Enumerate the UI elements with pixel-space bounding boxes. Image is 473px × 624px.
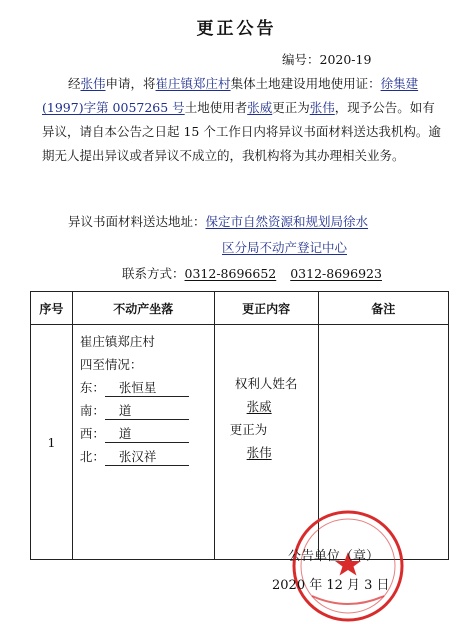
boundary-west [80, 422, 213, 445]
change-to: 更正为 [229, 422, 268, 437]
west-label: 西： [79, 426, 105, 441]
official-seal [290, 508, 406, 624]
text-fragment: 更正为 [272, 100, 310, 115]
north-value: 张汉祥 [105, 449, 189, 466]
document-number: 编号：2020-19 [282, 52, 372, 67]
location-cell [72, 325, 214, 560]
change-old-name: 张威 [246, 399, 272, 414]
row-index: 1 [31, 325, 73, 560]
east-value: 张恒星 [105, 380, 189, 397]
south-label: 南： [79, 403, 105, 418]
issue-date: 2020 年 12 月 3 日 [272, 578, 390, 593]
change-label: 权利人姓名 [234, 376, 298, 391]
seal-arc [312, 596, 384, 604]
east-label: 东： [79, 380, 105, 395]
change-new-row [216, 441, 317, 464]
address-line-1: 保定市自然资源和规划局徐水 [205, 214, 369, 229]
address-line-2: 区分局不动产登记中心 [222, 240, 348, 255]
page-title: 更正公告 [196, 19, 277, 39]
text-fragment: ， [334, 100, 348, 115]
notice-body [42, 72, 442, 168]
contact-phone-2: 0312-8696923 [290, 266, 382, 281]
table-header-row [31, 292, 449, 325]
west-value: 道 [105, 426, 189, 443]
boundaries-label: 四至情况： [79, 357, 143, 372]
text-fragment: 现予公告。如有异议，请自本公告之日起 15 个工作日内将异议书面材料送达我机构。逾期无人提出异议或者异议不成立的，我机构将为其办理相关业务。 [42, 100, 441, 163]
south-value: 道 [105, 403, 189, 420]
applicant-name: 张伟 [80, 76, 106, 91]
contact-phone-1: 0312-8696652 [184, 266, 277, 281]
old-name: 张威 [247, 100, 273, 115]
column-header-note: 备注 [318, 292, 448, 325]
location-line: 崔庄镇郑庄村 [79, 334, 155, 349]
contact-row [122, 264, 382, 282]
column-header-location: 不动产坐落 [72, 292, 214, 325]
text-fragment: 集体土地建设用地使用证： [230, 76, 381, 91]
new-name: 张伟 [309, 100, 335, 115]
address-row [68, 212, 368, 230]
change-new-name: 张伟 [246, 445, 272, 460]
contact-label: 联系方式： [122, 266, 185, 281]
text-fragment: 土地使用者 [184, 100, 248, 115]
issuer-label: 公告单位（章） [288, 549, 380, 564]
change-old-row [216, 395, 317, 418]
certificate-number: 徐集建(1997)字第 0057265 号 [42, 76, 419, 115]
column-header-index: 序号 [31, 292, 73, 325]
boundary-east [80, 376, 213, 399]
address-row-2 [222, 238, 347, 256]
location-name: 崔庄镇郑庄村 [155, 76, 231, 91]
address-label: 异议书面材料送达地址： [68, 214, 206, 229]
boundary-south [80, 399, 213, 422]
text-fragment: 申请，将 [105, 76, 156, 91]
boundary-north [80, 445, 213, 468]
north-label: 北： [79, 449, 105, 464]
column-header-change: 更正内容 [214, 292, 318, 325]
text-fragment: 经 [68, 76, 81, 91]
